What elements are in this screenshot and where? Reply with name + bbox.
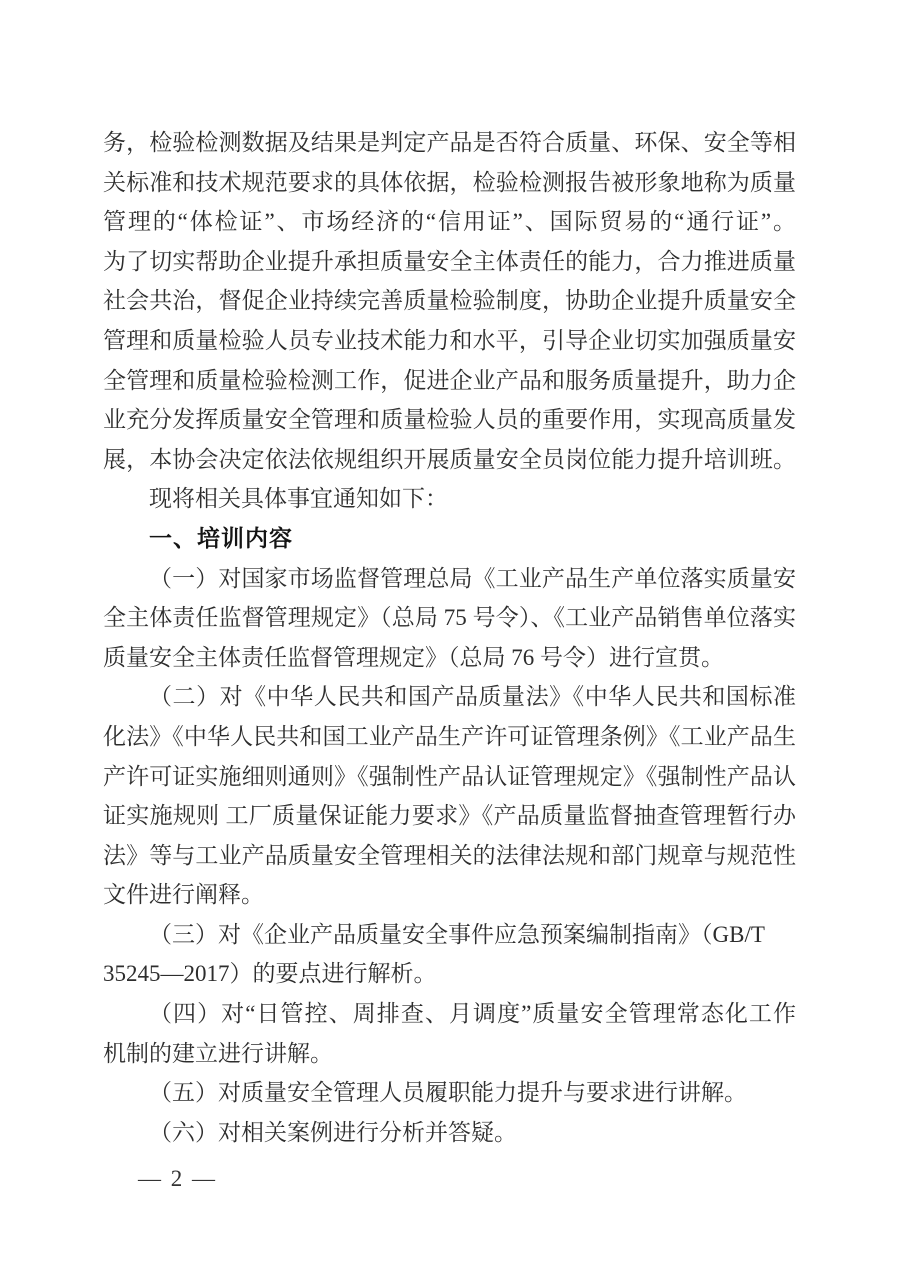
document-line: 展，本协会决定依法依规组织开展质量安全员岗位能力提升培训班。 [103,446,796,472]
document-line: 业充分发挥质量安全管理和质量检验人员的重要作用，实现高质量发 [103,407,796,433]
document-line: 全主体责任监督管理规定》（总局 75 号令）、《工业产品销售单位落实 [103,605,796,631]
document-line: 全管理和质量检验检测工作，促进企业产品和服务质量提升，助力企 [103,367,796,393]
document-line: （五）对质量安全管理人员履职能力提升与要求进行讲解。 [149,1080,747,1106]
document-line: （一）对国家市场监督管理总局《工业产品生产单位落实质量安 [149,565,796,591]
document-line: 35245—2017）的要点进行解析。 [103,961,437,987]
document-line: 文件进行阐释。 [103,882,264,908]
document-line: 为了切实帮助企业提升承担质量安全主体责任的能力，合力推进质量 [103,248,796,274]
document-body [103,123,796,1152]
document-line: 务，检验检测数据及结果是判定产品是否符合质量、环保、安全等相 [103,130,796,155]
document-line: 质量安全主体责任监督管理规定》（总局 76 号令）进行宣贯。 [103,644,724,670]
document-line: 证实施规则 工厂质量保证能力要求》《产品质量监督抽查管理暂行办 [103,803,796,829]
document-line: 产许可证实施细则通则》《强制性产品认证管理规定》《强制性产品认 [103,763,796,789]
document-line: （三）对《企业产品质量安全事件应急预案编制指南》（GB/T [149,921,765,947]
document-line: 现将相关具体事宜通知如下： [149,486,448,512]
document-line: 社会共治，督促企业持续完善质量检验制度，协助企业提升质量安全 [103,288,796,314]
page-number: — 2 — [138,1166,217,1191]
document-line: （六）对相关案例进行分析并答疑。 [149,1119,517,1145]
document-line: 化法》《中华人民共和国工业产品生产许可证管理条例》《工业产品生 [103,723,796,749]
section-heading-training-content: 一、培训内容 [149,524,293,551]
document-line: 法》等与工业产品质量安全管理相关的法律法规和部门规章与规范性 [103,842,796,868]
document-line: （四）对“日管控、周排查、月调度”质量安全管理常态化工作 [149,1001,796,1027]
document-line: 管理和质量检验人员专业技术能力和水平，引导企业切实加强质量安 [103,327,796,353]
document-line: 机制的建立进行讲解。 [103,1040,333,1066]
document-line: 关标准和技术规范要求的具体依据，检验检测报告被形象地称为质量 [103,169,796,195]
document-line: （二）对《中华人民共和国产品质量法》《中华人民共和国标准 [149,684,796,710]
document-line: 管理的“体检证”、市场经济的“信用证”、国际贸易的“通行证”。 [103,209,796,235]
